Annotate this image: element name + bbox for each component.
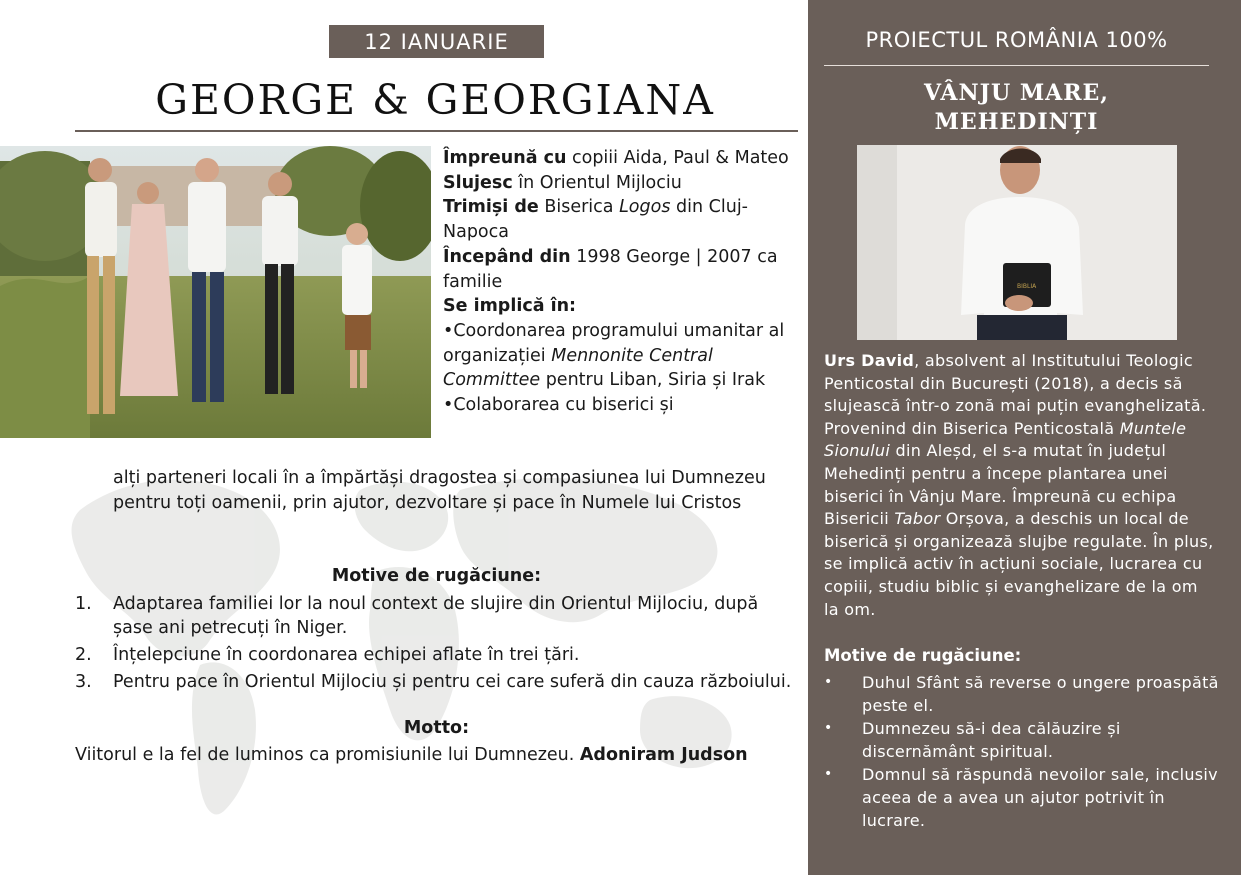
location-line1: VÂNJU MARE, xyxy=(924,80,1109,106)
bio-part1: , absolvent al Institutului Teologic Penticostal din București (2018), a decis să slujească într-o zonă mai puțin evanghelizată. Provenind din Biserica Penticostală xyxy=(824,351,1207,438)
bullet1-pre: •Coordonarea programului umanitar al organizației xyxy=(443,320,785,366)
since-label: Începând din xyxy=(443,246,571,267)
motto-author: Adoniram Judson xyxy=(579,745,748,765)
bio-church1: Muntele Sionului xyxy=(824,418,1187,461)
date-badge: 12 IANUARIE xyxy=(329,25,544,58)
pastor-bio xyxy=(824,350,1216,621)
bio-part3: Orșova, a deschis un local de biserică și organizează slujbe regulate. În plus, se implică activ în acțiuni sociale, lucrarea cu copiii, studiu biblic și evanghelizare de la om la om. xyxy=(824,509,1214,619)
sidebar-divider xyxy=(824,65,1209,66)
list-item xyxy=(75,670,795,694)
list-text: Duhul Sfânt să reverse o ungere proaspătă peste el. xyxy=(862,673,1219,715)
list-item xyxy=(824,671,1219,717)
sidebar-panel xyxy=(808,0,1241,875)
list-number: 3. xyxy=(75,672,92,692)
prayer-list xyxy=(75,592,795,697)
list-item xyxy=(75,643,795,667)
pastor-name: Urs David xyxy=(824,351,915,370)
family-name-title: GEORGE & GEORGIANA xyxy=(155,76,715,124)
list-text: Adaptarea familiei lor la noul context de slujire din Orientul Mijlociu, după șase ani petrecuți în Niger. xyxy=(113,594,759,638)
list-text: Domnul să răspundă nevoilor sale, inclusiv aceea de a avea un ajutor potrivit în lucrare. xyxy=(862,765,1218,830)
bullet2-continuation: alți parteneri locali în a împărtăși dragostea și compasiunea lui Dumnezeu pentru toți oamenii, prin ajutor, dezvoltare și pace în Numele lui Cristos xyxy=(113,468,766,513)
list-text: Pentru pace în Orientul Mijlociu și pentru cei care suferă din cauza războiului. xyxy=(113,672,792,692)
bio-part2: din Aleșd, el s-a mutat în județul Mehedinți pentru a începe plantarea unei biserici în Vânju Mare. Împreună cu echipa Bisericii xyxy=(824,441,1177,529)
family-details xyxy=(443,146,798,418)
serve-label: Slujesc xyxy=(443,172,513,193)
list-number: 1. xyxy=(75,594,92,614)
sidebar-prayer-heading: Motive de rugăciune: xyxy=(824,646,1022,665)
bio-church2: Tabor xyxy=(894,509,941,529)
family-photo xyxy=(0,146,431,438)
bible-label: BIBLIA xyxy=(1017,283,1037,290)
together-label: Împreună cu xyxy=(443,148,567,168)
since-value: 1998 George | 2007 ca familie xyxy=(443,246,778,292)
title-divider xyxy=(75,130,798,132)
bullet-icon: • xyxy=(824,720,833,736)
location-title xyxy=(824,79,1209,137)
prayer-heading: Motive de rugăciune: xyxy=(331,566,542,586)
list-number: 2. xyxy=(75,645,92,665)
bullet2-start: •Colaborarea cu biserici și xyxy=(443,395,674,416)
list-item xyxy=(824,763,1219,832)
project-header: PROIECTUL ROMÂNIA 100% xyxy=(865,28,1168,52)
sent-church: Logos xyxy=(619,197,671,218)
bullet-icon: • xyxy=(824,766,833,782)
list-text: Dumnezeu să-i dea călăuzire și discernământ spiritual. xyxy=(862,719,1121,761)
bullet1-post: pentru Liban, Siria și Irak xyxy=(540,370,766,391)
list-item xyxy=(75,592,795,640)
location-line2: MEHEDINȚI xyxy=(934,109,1099,135)
sidebar-prayer-list xyxy=(824,671,1219,832)
bullet-icon: • xyxy=(824,674,833,690)
sent-post: din Cluj-Napoca xyxy=(443,197,748,243)
motto-quote: Viitorul e la fel de luminos ca promisiunile lui Dumnezeu. xyxy=(75,745,580,765)
together-value: copiii Aida, Paul & Mateo xyxy=(566,148,789,168)
bullet1-org: Mennonite Central Committee xyxy=(443,345,713,391)
sent-pre: Biserica xyxy=(538,197,620,218)
involved-label: Se implică în: xyxy=(443,296,577,317)
sent-label: Trimiși de xyxy=(443,197,539,218)
pastor-photo xyxy=(857,145,1177,340)
serve-value: în Orientul Mijlociu xyxy=(512,172,682,193)
list-text: Înțelepciune în coordonarea echipei aflate în trei țări. xyxy=(113,645,580,665)
motto-text xyxy=(75,743,775,767)
list-item xyxy=(824,717,1219,763)
motto-heading: Motto: xyxy=(403,718,470,738)
